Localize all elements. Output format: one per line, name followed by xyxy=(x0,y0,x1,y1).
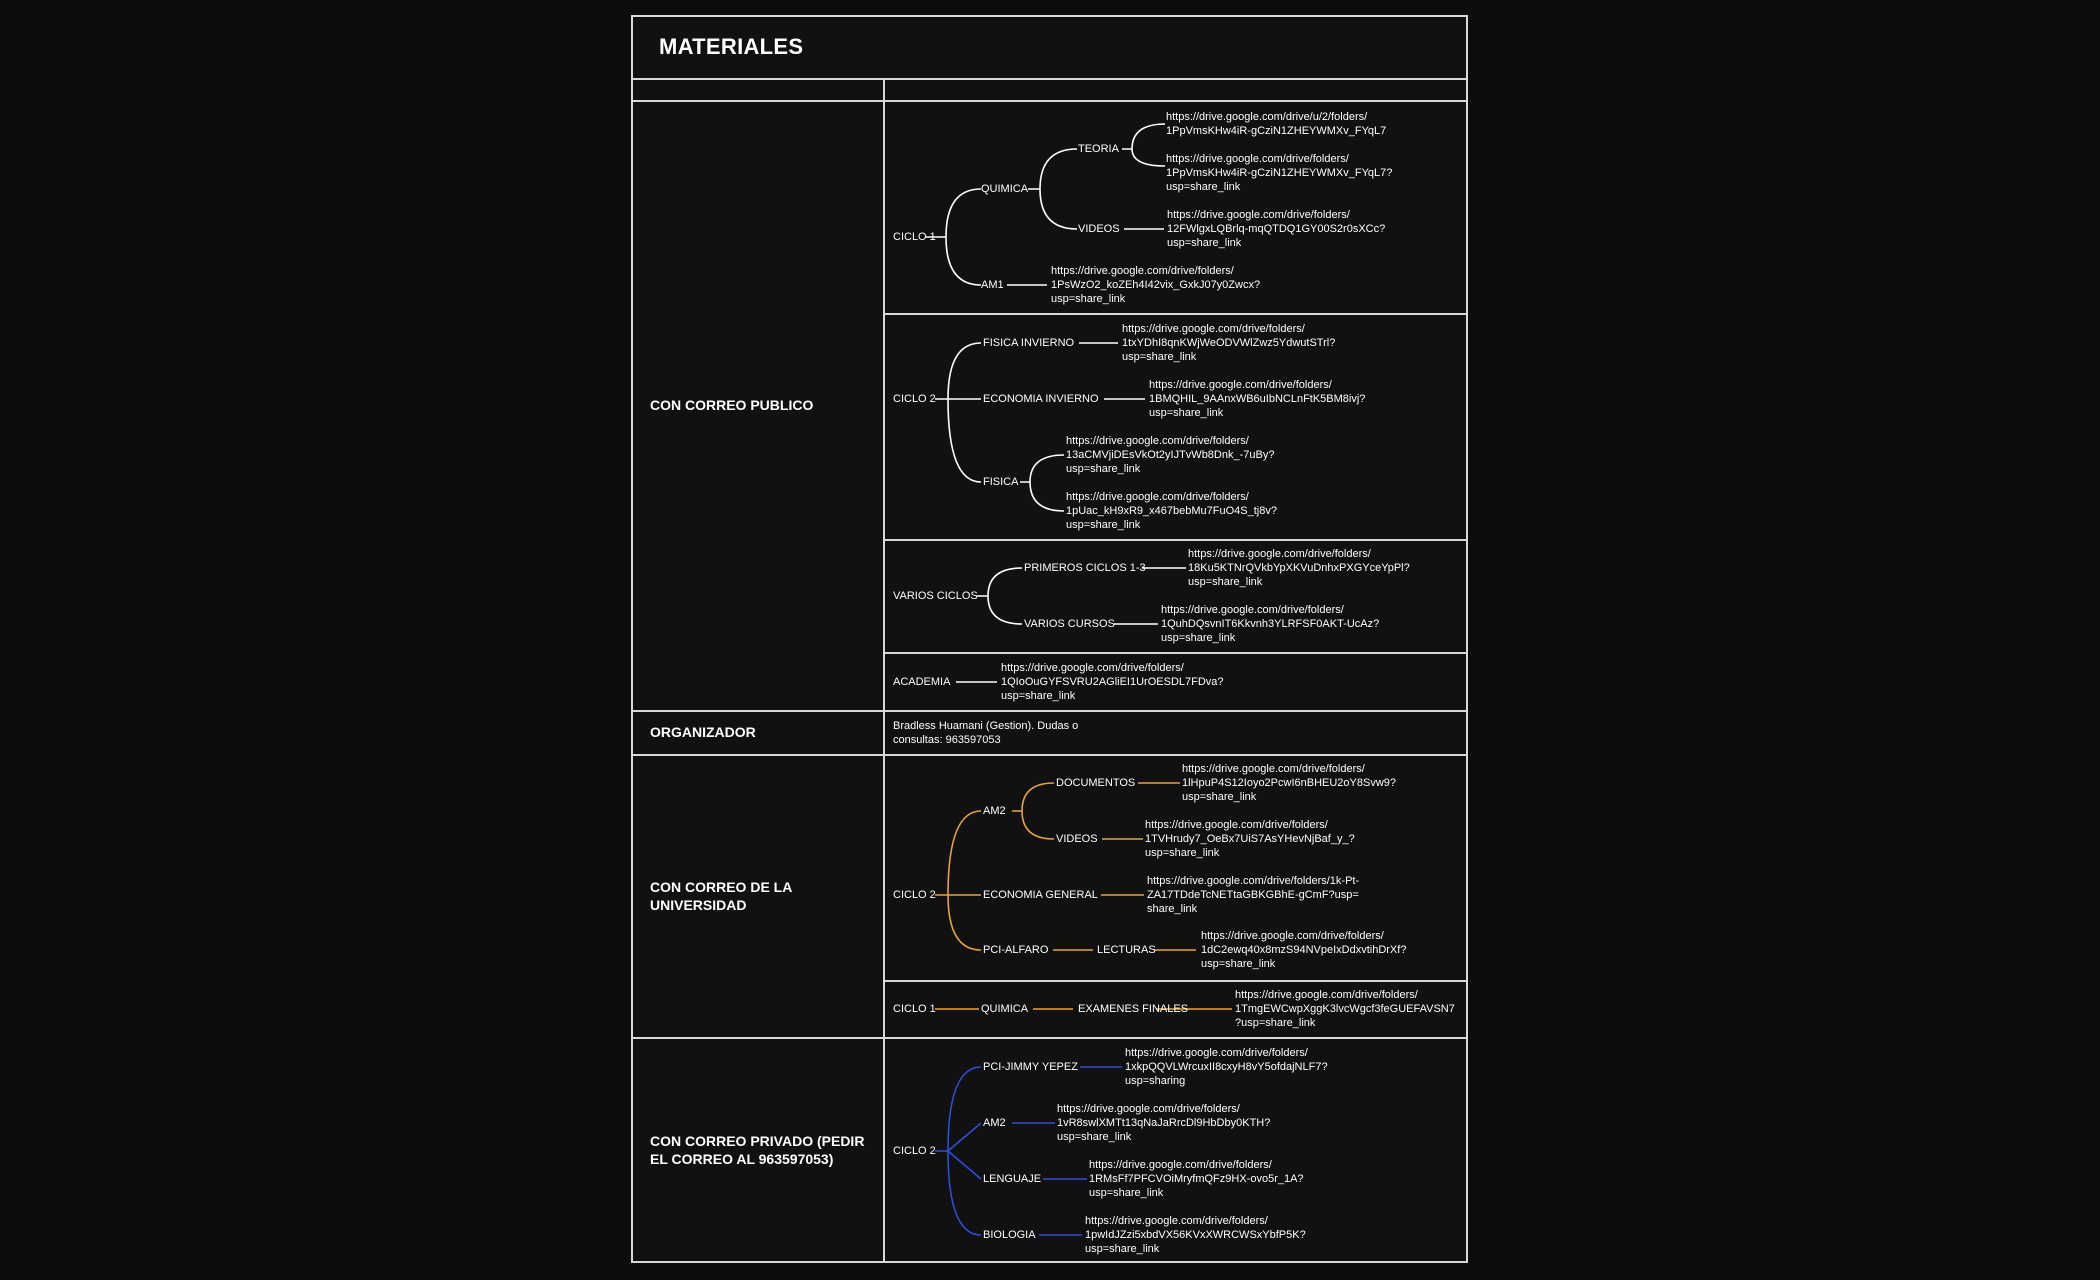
link-fisica-invierno[interactable]: https://drive.google.com/drive/folders/ 1txYDhI8qnKWjWeODVWlZwz5YdwutSTrl? usp=share_link xyxy=(1122,323,1336,363)
link-fisica-1[interactable]: https://drive.google.com/drive/folders/ 13aCMVjiDEsVkOt2yIJTvWb8Dnk_-7uBy? usp=share_link xyxy=(1066,435,1275,475)
node-varios-cursos: VARIOS CURSOS xyxy=(1024,618,1115,630)
link-economia-invierno[interactable]: https://drive.google.com/drive/folders/ 1BMQHIL_9AAnxWB6uIbNCLnFtK5BM8ivj? usp=share_link xyxy=(1149,379,1366,419)
node-priv-ciclo-2: CICLO 2 xyxy=(893,1145,936,1157)
link-videos[interactable]: https://drive.google.com/drive/folders/ 12FWlgxLQBrlq-mqQTDQ1GY00S2r0sXCc? usp=share_link xyxy=(1167,209,1386,249)
node-lenguaje: LENGUAJE xyxy=(983,1173,1042,1185)
row-divider-varios xyxy=(885,539,1468,541)
node-univ-ciclo-1: CICLO 1 xyxy=(893,1003,936,1015)
node-quimica: QUIMICA xyxy=(981,183,1029,195)
node-biologia: BIOLOGIA xyxy=(983,1229,1036,1241)
node-priv-am2: AM2 xyxy=(983,1117,1006,1129)
link-univ-videos[interactable]: https://drive.google.com/drive/folders/ 1TVHrudy7_OeBx7UiS7AsYHevNjBaf_y_? usp=share_link xyxy=(1145,819,1355,859)
link-lenguaje[interactable]: https://drive.google.com/drive/folders/ 1RMsFf7PFCVOiMryfmQFz9HX-ovo5r_1A? usp=share_link xyxy=(1089,1159,1304,1199)
node-academia: ACADEMIA xyxy=(893,676,951,688)
node-am1: AM1 xyxy=(981,279,1004,291)
node-ciclo-1: CICLO 1 xyxy=(893,231,936,243)
row-divider-academia xyxy=(885,652,1468,654)
link-am1[interactable]: https://drive.google.com/drive/folders/ 1PsWzO2_koZEh4I42vix_GxkJ07y0Zwcx? usp=share_link xyxy=(1051,265,1261,305)
node-univ-videos: VIDEOS xyxy=(1056,833,1098,845)
node-economia-general: ECONOMIA GENERAL xyxy=(983,889,1098,901)
node-pci-alfaro: PCI-ALFARO xyxy=(983,944,1049,956)
link-fisica-2[interactable]: https://drive.google.com/drive/folders/ 1pUac_kH9xR9_x467bebMu7FuO4S_tj8v? usp=share_link xyxy=(1066,491,1277,531)
section-divider-university xyxy=(631,754,1468,756)
section-organizer-label: ORGANIZADOR xyxy=(650,724,756,740)
title-divider xyxy=(631,78,1468,80)
link-biologia[interactable]: https://drive.google.com/drive/folders/ 1pwIdJZzi5xbdVX56KVxXWRCWSxYbfP5K? usp=share_link xyxy=(1085,1215,1306,1255)
row-divider-ciclo2 xyxy=(885,313,1468,315)
link-priv-am2[interactable]: https://drive.google.com/drive/folders/ 1vR8swlXMTt13qNaJaRrcDl9HbDby0KTH? usp=share_link xyxy=(1057,1103,1271,1143)
link-documentos[interactable]: https://drive.google.com/drive/folders/ 1lHpuP4S12Ioyo2PcwI6nBHEU2oY8Svw9? usp=share_link xyxy=(1182,763,1397,803)
link-academia[interactable]: https://drive.google.com/drive/folders/ 1QIoOuGYFSVRU2AGliEI1UrOESDL7FDva? usp=share_link xyxy=(1001,662,1224,702)
link-teoria-2[interactable]: https://drive.google.com/drive/folders/ 1PpVmsKHw4iR-gCziN1ZHEYWMXv_FYqL7? usp=share_link xyxy=(1166,153,1393,193)
node-documentos: DOCUMENTOS xyxy=(1056,777,1136,789)
section-private-label: CON CORREO PRIVADO (PEDIR EL CORREO AL 963597053) xyxy=(650,1133,865,1167)
section-public-label: CON CORREO PUBLICO xyxy=(650,397,814,413)
node-ciclo-2: CICLO 2 xyxy=(893,393,936,405)
section-divider-private xyxy=(631,1037,1468,1039)
node-lecturas: LECTURAS xyxy=(1097,944,1156,956)
node-univ-am2: AM2 xyxy=(983,805,1006,817)
section-divider-organizer xyxy=(631,710,1468,712)
node-univ-ciclo-2: CICLO 2 xyxy=(893,889,936,901)
row-divider-univ-ciclo1 xyxy=(885,980,1468,982)
organizer-contact: Bradless Huamani (Gestion). Dudas o consultas: 963597053 xyxy=(893,720,1079,746)
node-fisica: FISICA xyxy=(983,476,1019,488)
node-univ-quimica: QUIMICA xyxy=(981,1003,1029,1015)
link-teoria-1[interactable]: https://drive.google.com/drive/u/2/folders/ 1PpVmsKHw4iR-gCziN1ZHEYWMXv_FYqL7 xyxy=(1166,111,1387,137)
node-pci-jimmy-yepez: PCI-JIMMY YEPEZ xyxy=(983,1061,1078,1073)
link-lecturas[interactable]: https://drive.google.com/drive/folders/ 1dC2ewq40x8mzS94NVpeIxDdxvtihDrXf? usp=share_link xyxy=(1201,930,1407,970)
node-teoria: TEORIA xyxy=(1078,143,1119,155)
node-varios-ciclos: VARIOS CICLOS xyxy=(893,590,978,602)
node-examenes-finales: EXAMENES FINALES xyxy=(1078,1003,1189,1015)
link-primeros-ciclos[interactable]: https://drive.google.com/drive/folders/ 18Ku5KTNrQVkbYpXKVuDnhxPXGYceYpPl? usp=share_link xyxy=(1188,548,1410,588)
column-divider xyxy=(883,78,885,1263)
link-varios-cursos[interactable]: https://drive.google.com/drive/folders/ 1QuhDQsvnIT6Kkvnh3YLRFSF0AKT-UcAz? usp=share_link xyxy=(1161,604,1380,644)
node-economia-invierno: ECONOMIA INVIERNO xyxy=(983,393,1099,405)
link-pci-jimmy-yepez[interactable]: https://drive.google.com/drive/folders/ 1xkpQQVLWrcuxII8cxyH8vY5ofdajNLF7? usp=sharing xyxy=(1125,1047,1328,1087)
node-primeros-ciclos: PRIMEROS CICLOS 1-3 xyxy=(1024,562,1146,574)
node-fisica-invierno: FISICA INVIERNO xyxy=(983,337,1075,349)
header-row-divider xyxy=(631,100,1468,102)
node-videos: VIDEOS xyxy=(1078,223,1120,235)
page-title: MATERIALES xyxy=(659,34,804,59)
link-examenes-finales[interactable]: https://drive.google.com/drive/folders/ 1TmgEWCwpXggK3lvcWgcf3feGUEFAVSN7 ?usp=share_link xyxy=(1235,989,1455,1029)
link-economia-general[interactable]: https://drive.google.com/drive/folders/1k-Pt- ZA17TDdeTcNETtaGBKGBhE-gCmF?usp= share_link xyxy=(1147,875,1360,915)
section-university-label: CON CORREO DE LA UNIVERSIDAD xyxy=(650,879,793,913)
